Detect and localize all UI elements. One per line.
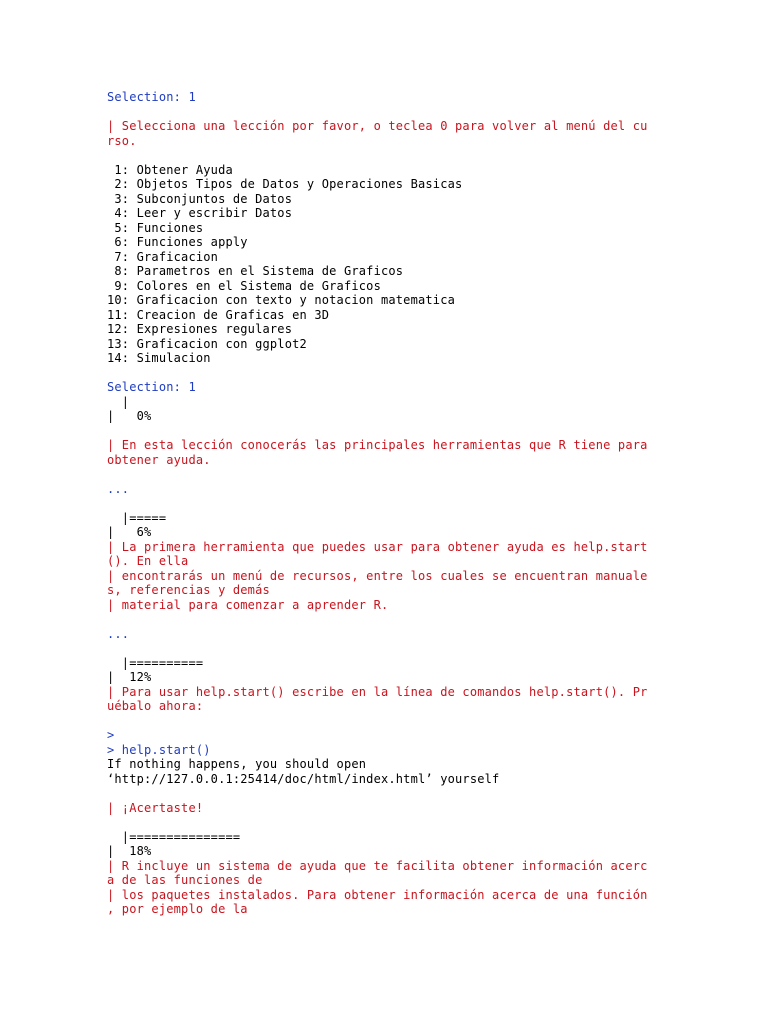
blank-line [107, 641, 667, 656]
console-output-line: 10: Graficacion con texto y notacion matematica [107, 293, 456, 307]
blank-line [107, 148, 667, 163]
console-output-line: 7: Graficacion [107, 249, 219, 264]
blank-line [107, 105, 667, 120]
console-output-line: 11: Creacion de Graficas en 3D [107, 307, 330, 322]
console-output-line: 9: Colores en el Sistema de Graficos [107, 278, 381, 293]
swirl-message-line: uébalo ahora: [107, 699, 204, 713]
swirl-message-line: rso. [107, 133, 137, 148]
console-output-line: 2: Objetos Tipos de Datos y Operaciones Basicas [107, 177, 463, 191]
console-output-line: If nothing happens, you should open [107, 757, 367, 771]
console-output-line: 4: Leer y escribir Datos [107, 206, 293, 220]
console-output-line: | [107, 394, 130, 409]
console-output-line: | 18% [107, 844, 152, 858]
console-prompt-line: ... [107, 481, 130, 496]
console-prompt-line: > help.start() [107, 742, 211, 757]
console-output-line: 6: Funciones apply [107, 235, 248, 249]
swirl-message-line: a de las funciones de [107, 873, 263, 887]
swirl-message-line: , por ejemplo de la [107, 902, 248, 916]
console-output-line: 8: Parametros en el Sistema de Graficos [107, 264, 404, 278]
console-output-line: | 0% [107, 409, 152, 423]
swirl-message-line: obtener ayuda. [107, 452, 211, 467]
console-prompt-line: Selection: 1 [107, 90, 196, 104]
swirl-message-line: | R incluye un sistema de ayuda que te facilita obtener información acerc [107, 858, 648, 873]
r-console-output [107, 90, 667, 917]
console-prompt-line: > [107, 728, 115, 742]
swirl-message-line: | los paquetes instalados. Para obtener información acerca de una función [107, 887, 648, 902]
console-output-line: | 12% [107, 670, 152, 684]
swirl-message-line: (). En ella [107, 554, 189, 568]
console-output-line: 12: Expresiones regulares [107, 322, 293, 336]
blank-line [107, 714, 667, 729]
blank-line [107, 612, 667, 627]
console-output-line: |===== [107, 510, 167, 525]
swirl-message-line: | La primera herramienta que puedes usar para obtener ayuda es help.start [107, 539, 648, 554]
console-prompt-line: Selection: 1 [107, 380, 196, 394]
swirl-message-line: | material para comenzar a aprender R. [107, 597, 389, 612]
console-output-line: |=============== [107, 829, 241, 844]
console-output-line: 1: Obtener Ayuda [107, 162, 233, 177]
console-output-line: |========== [107, 655, 204, 670]
console-output-line: 13: Graficacion con ggplot2 [107, 336, 307, 351]
console-output-line: 14: Simulacion [107, 351, 211, 365]
blank-line [107, 467, 667, 482]
swirl-message-line: | En esta lección conocerás las principales herramientas que R tiene para [107, 438, 648, 452]
blank-line [107, 786, 667, 801]
blank-line [107, 424, 667, 439]
swirl-message-line: s, referencias y demás [107, 583, 270, 597]
console-output-line: 5: Funciones [107, 220, 204, 235]
swirl-message-line: | Para usar help.start() escribe en la línea de comandos help.start(). Pr [107, 684, 648, 699]
console-output-line: ‘http://127.0.0.1:25414/doc/html/index.html’ yourself [107, 771, 500, 786]
swirl-message-line: | encontrarás un menú de recursos, entre los cuales se encuentran manuale [107, 568, 648, 583]
console-output-line: 3: Subconjuntos de Datos [107, 191, 293, 206]
swirl-message-line: | Selecciona una lección por favor, o teclea 0 para volver al menú del cu [107, 119, 648, 133]
console-output-line: | 6% [107, 525, 152, 539]
console-prompt-line: ... [107, 626, 130, 641]
blank-line [107, 815, 667, 830]
blank-line [107, 496, 667, 511]
swirl-message-line: | ¡Acertaste! [107, 800, 204, 815]
blank-line [107, 366, 667, 381]
